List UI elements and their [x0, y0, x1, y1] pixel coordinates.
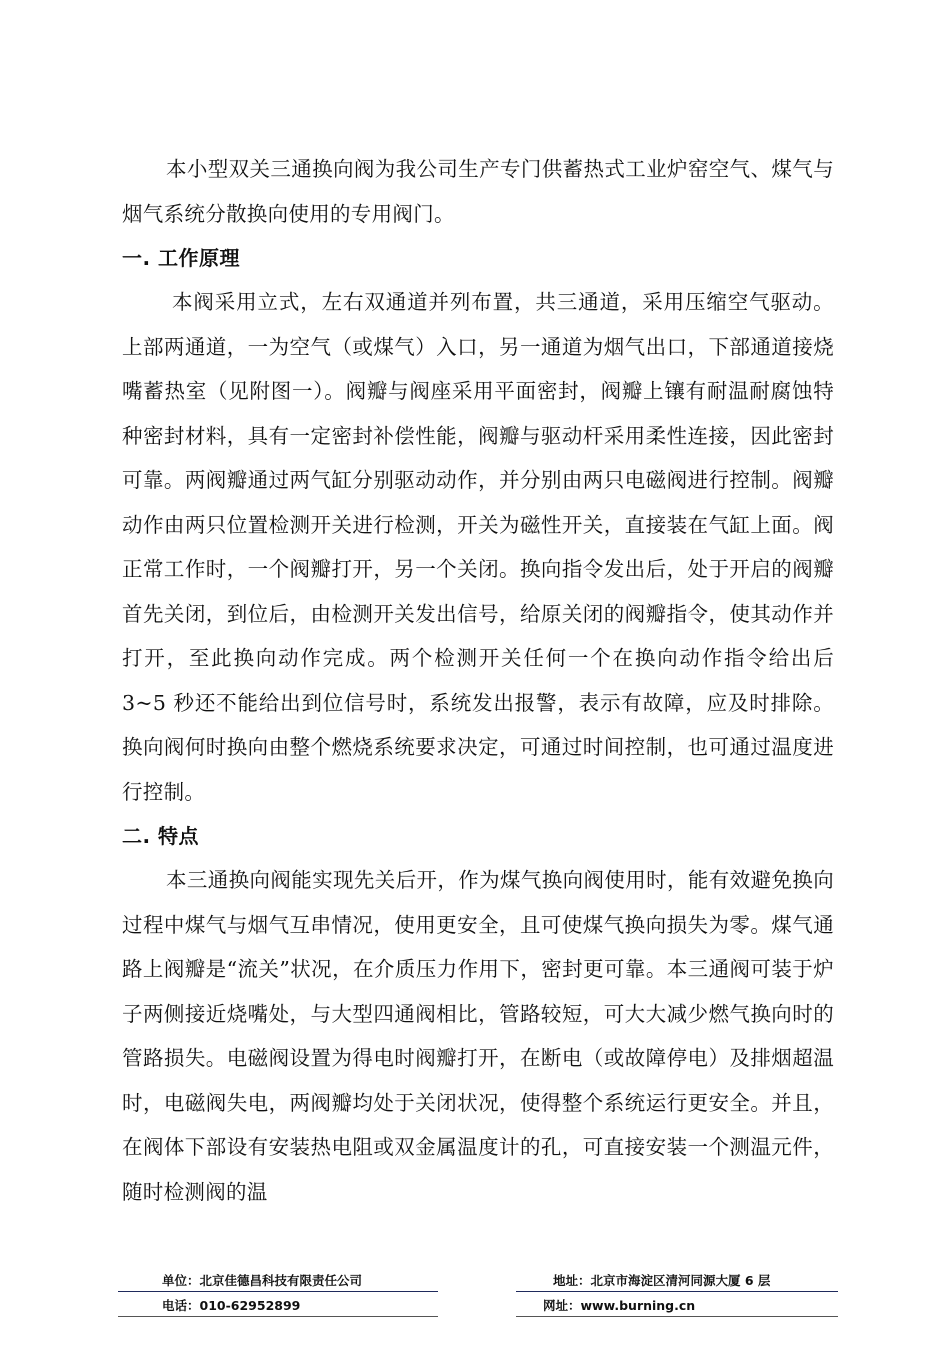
section-heading-working-principle: 一. 工作原理 — [122, 246, 241, 270]
page-footer — [0, 1265, 950, 1325]
footer-phone: 电话：010-62952899 — [162, 1298, 301, 1313]
working-principle-paragraph: 本阀采用立式，左右双通道并列布置，共三通道，采用压缩空气驱动。上部两通道，一为空气（或煤气）入口，另一通道为烟气出口，下部通道接烧嘴蓄热室（见附图一）。阀瓣与阀座采用平面密封，阀瓣上镶有耐温耐腐蚀特种密封材料，具有一定密封补偿性能，阀瓣与驱动杆采用柔性连接，因此密封可靠。两阀瓣通过两气缸分别驱动动作，并分别由两只电磁阀进行控制。阀瓣动作由两只位置检测开关进行检测，开关为磁性开关，直接装在气缸上面。阀正常工作时，一个阀瓣打开，另一个关闭。换向指令发出后，处于开启的阀瓣首先关闭，到位后，由检测开关发出信号，给原关闭的阀瓣指令，使其动作并打开，至此换向动作完成。两个检测开关任何一个在换向动作指令给出后 3~5 秒还不能给出到位信号时，系统发出报警，表示有故障，应及时排除。换向阀何时换向由整个燃烧系统要求决定，可通过时间控制，也可通过温度进行控制。 — [122, 290, 834, 804]
footer-underline-left — [118, 1316, 438, 1317]
footer-address: 地址：北京市海淀区清河同源大厦 6 层 — [553, 1273, 771, 1288]
footer-rule-right — [516, 1291, 838, 1292]
features-paragraph: 本三通换向阀能实现先关后开，作为煤气换向阀使用时，能有效避免换向过程中煤气与烟气互串情况，使用更安全，且可使煤气换向损失为零。煤气通路上阀瓣是“流关”状况，在介质压力作用下，密封更可靠。本三通阀可装于炉子两侧接近烧嘴处，与大型四通阀相比，管路较短，可大大减少燃气换向时的管路损失。电磁阀设置为得电时阀瓣打开，在断电（或故障停电）及排烟超温时，电磁阀失电，两阀瓣均处于关闭状况，使得整个系统运行更安全。并且，在阀体下部设有安装热电阻或双金属温度计的孔，可直接安装一个测温元件，随时检测阀的温 — [122, 868, 834, 1204]
footer-website: 网址：www.burning.cn — [543, 1298, 696, 1313]
section-heading-features: 二. 特点 — [122, 824, 200, 848]
intro-paragraph: 本小型双关三通换向阀为我公司生产专门供蓄热式工业炉窑空气、煤气与烟气系统分散换向使用的专用阀门。 — [122, 157, 834, 226]
document-body — [122, 147, 834, 1214]
footer-underline-right — [516, 1316, 838, 1317]
footer-unit: 单位：北京佳德昌科技有限责任公司 — [162, 1273, 363, 1288]
footer-rule-left — [118, 1291, 438, 1292]
